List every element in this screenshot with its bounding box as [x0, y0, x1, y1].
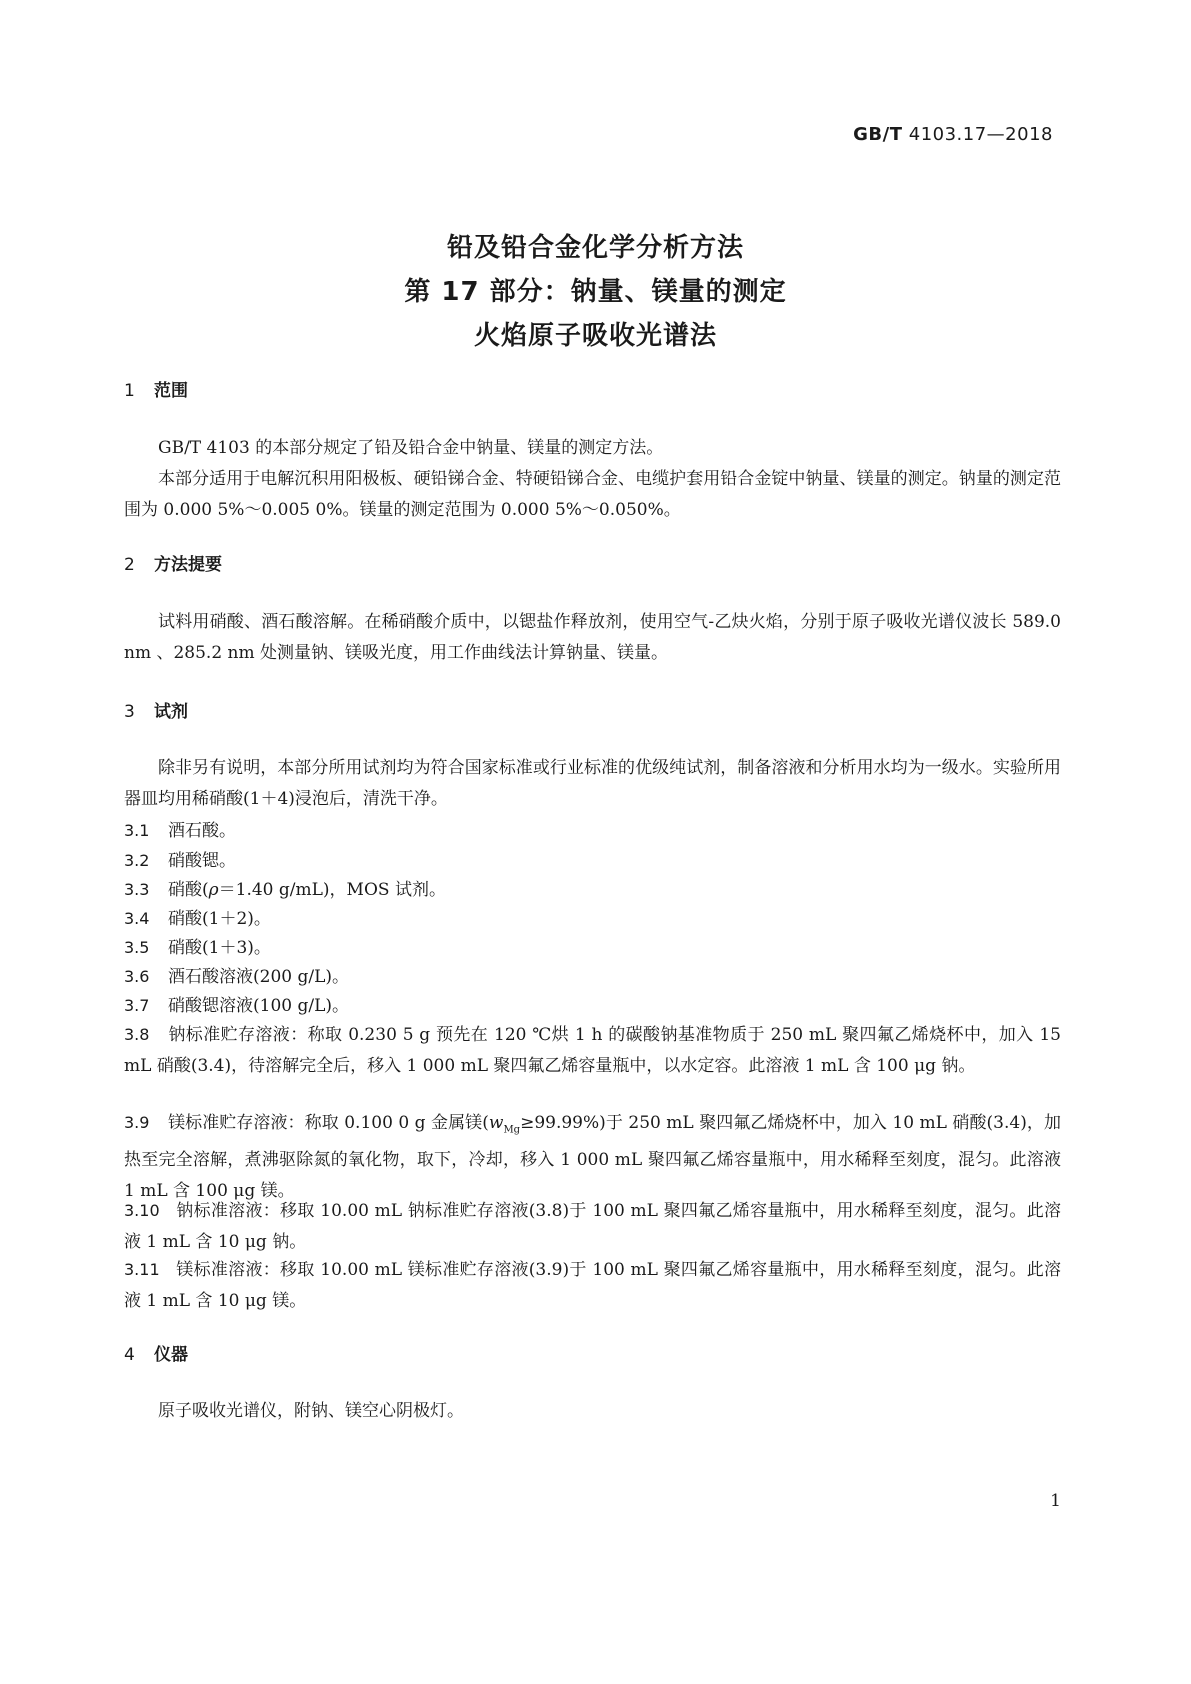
section-title: 范围: [154, 381, 188, 401]
item-number: 3.11: [124, 1260, 160, 1279]
standard-code-number: 4103.17—2018: [908, 124, 1053, 145]
list-item: [124, 874, 1061, 906]
w-symbol: w: [488, 1113, 504, 1133]
section-number: 4: [124, 1345, 135, 1365]
item-text: 酒石酸溶液(200 g/L)。: [168, 967, 350, 987]
item-text: ＝1.40 g/mL)，MOS 试剂。: [218, 880, 446, 900]
item-text: 硝酸(1＋3)。: [168, 938, 271, 958]
standard-code: [853, 124, 1053, 145]
paragraph: 原子吸收光谱仪，附钠、镁空心阴极灯。: [158, 1401, 464, 1421]
section-number: 2: [124, 555, 135, 575]
document-title: [0, 226, 1191, 358]
section-title: 仪器: [154, 1345, 188, 1365]
section-heading-apparatus: [124, 1342, 188, 1368]
rho-symbol: ρ: [208, 880, 219, 900]
list-item: [124, 1019, 1061, 1082]
paragraph: 除非另有说明，本部分所用试剂均为符合国家标准或行业标准的优级纯试剂，制备溶液和分析用水均为一级水。实验所用器皿均用稀硝酸(1＋4)浸泡后，清洗干净。: [124, 758, 1061, 809]
item-number: 3.1: [124, 821, 150, 840]
section-title: 方法提要: [154, 555, 222, 575]
item-number: 3.5: [124, 938, 150, 957]
item-number: 3.9: [124, 1113, 150, 1132]
paragraph: 本部分适用于电解沉积用阳极板、硬铅锑合金、特硬铅锑合金、电缆护套用铅合金锭中钠量、镁量的测定。钠量的测定范围为 0.000 5%～0.005 0%。镁量的测定范围为 0.000 5%～0.050%。: [124, 469, 1061, 520]
standard-code-prefix: GB/T: [853, 124, 903, 145]
list-item: [124, 845, 1061, 877]
list-item: [124, 961, 1061, 993]
w-subscript: Mg: [503, 1124, 521, 1136]
item-number: 3.7: [124, 996, 150, 1015]
list-item: [124, 990, 1061, 1022]
section-body-reagents: [124, 753, 1061, 815]
section-body-principle: [124, 607, 1061, 669]
page-number: 1: [1050, 1491, 1061, 1511]
section-heading-principle: [124, 552, 222, 578]
section-heading-reagents: [124, 699, 188, 725]
list-item: [124, 903, 1061, 935]
item-text: 钠标准溶液：移取 10.00 mL 钠标准贮存溶液(3.8)于 100 mL 聚四氟乙烯容量瓶中，用水稀释至刻度，混匀。此溶液 1 mL 含 10 μg 钠。: [124, 1201, 1061, 1252]
list-item: [124, 815, 1061, 847]
section-title: 试剂: [154, 702, 188, 722]
paragraph: GB/T 4103 的本部分规定了铅及铅合金中钠量、镁量的测定方法。: [158, 438, 664, 458]
item-text: 镁标准贮存溶液：称取 0.100 0 g 金属镁(: [168, 1113, 489, 1133]
section-body-apparatus: [124, 1396, 1061, 1427]
list-item: [124, 1195, 1061, 1258]
paragraph: 试料用硝酸、酒石酸溶解。在稀硝酸介质中，以锶盐作释放剂，使用空气-乙炔火焰，分别于原子吸收光谱仪波长 589.0 nm 、285.2 nm 处测量钠、镁吸光度，用工作曲线法计算钠量、镁量。: [124, 612, 1061, 663]
item-number: 3.2: [124, 851, 150, 870]
title-line-1: 铅及铅合金化学分析方法: [446, 233, 744, 263]
item-text: 钠标准贮存溶液：称取 0.230 5 g 预先在 120 ℃烘 1 h 的碳酸钠基准物质于 250 mL 聚四氟乙烯烧杯中，加入 15 mL 硝酸(3.4)，待溶解完全后，移入 1 000 mL 聚四氟乙烯容量瓶中，以水定容。此溶液 1 mL 含 100 μg 钠。: [124, 1025, 1061, 1076]
list-item: [124, 1254, 1061, 1317]
item-number: 3.8: [124, 1025, 150, 1044]
title-line-2: 第 17 部分：钠量、镁量的测定: [404, 277, 787, 307]
item-text: 硝酸锶。: [168, 851, 236, 871]
item-text: 镁标准溶液：移取 10.00 mL 镁标准贮存溶液(3.9)于 100 mL 聚四氟乙烯容量瓶中，用水稀释至刻度，混匀。此溶液 1 mL 含 10 μg 镁。: [124, 1260, 1061, 1311]
item-text: 硝酸锶溶液(100 g/L)。: [168, 996, 350, 1016]
section-number: 1: [124, 381, 135, 401]
list-item: [124, 932, 1061, 964]
list-item: [124, 1107, 1061, 1207]
item-number: 3.3: [124, 880, 150, 899]
item-number: 3.10: [124, 1201, 160, 1220]
section-heading-scope: [124, 378, 188, 404]
section-number: 3: [124, 702, 135, 722]
title-line-3: 火焰原子吸收光谱法: [473, 321, 717, 351]
item-text: 硝酸(1＋2)。: [168, 909, 271, 929]
item-text: 硝酸(: [168, 880, 209, 900]
section-body-scope: [124, 433, 1061, 526]
item-number: 3.4: [124, 909, 150, 928]
item-number: 3.6: [124, 967, 150, 986]
item-text: ≥99.99%)于 250 mL 聚四氟乙烯烧杯中，加入 10 mL 硝酸(3.4)，加热至完全溶解，煮沸驱除氮的氧化物，取下，冷却，移入 1 000 mL 聚四氟乙烯容量瓶中，用水稀释至刻度，混匀。此溶液 1 mL 含 100 μg 镁。: [124, 1113, 1061, 1202]
item-text: 酒石酸。: [168, 821, 236, 841]
